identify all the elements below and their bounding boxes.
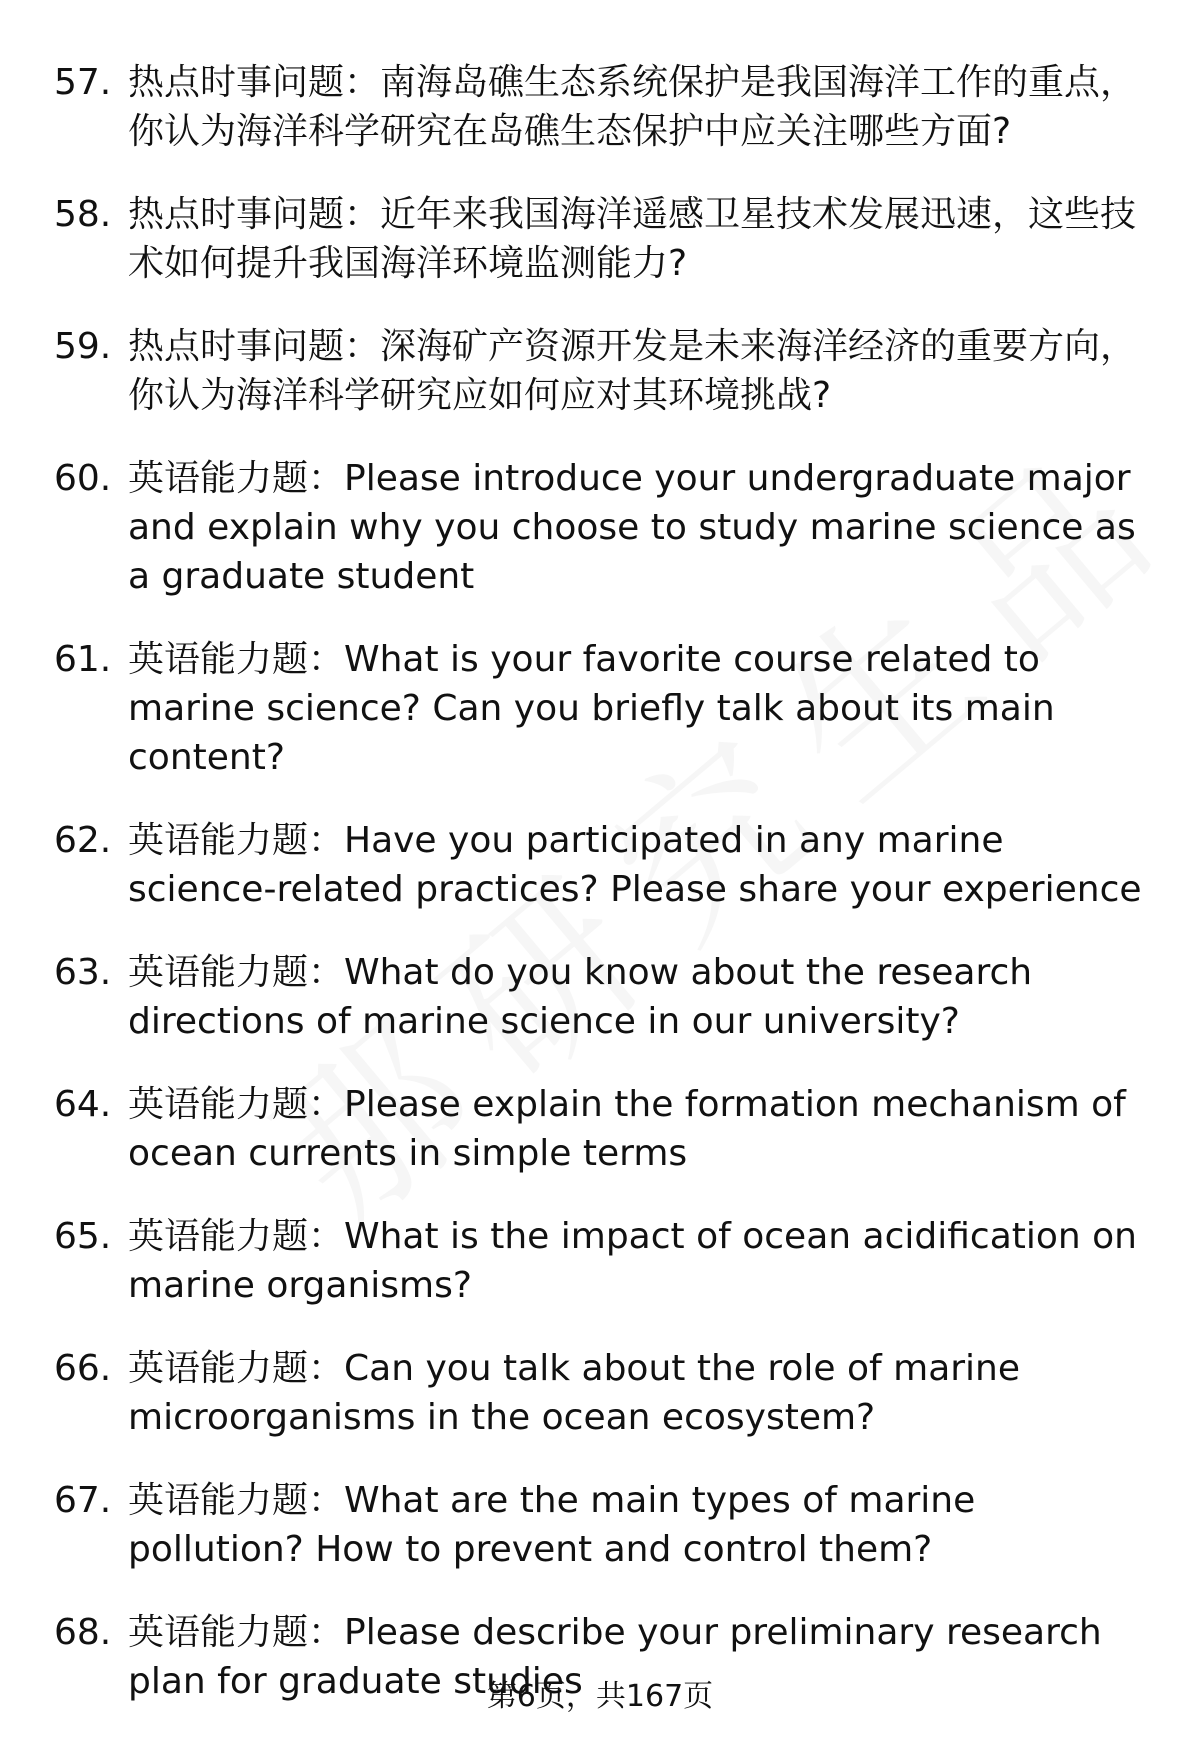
list-item	[54, 1212, 1160, 1310]
question-text: 热点时事问题：深海矿产资源开发是未来海洋经济的重要方向，你认为海洋科学研究应如何应对其环境挑战?	[128, 326, 1137, 416]
question-list	[54, 58, 1160, 1706]
question-number: 67.	[54, 1480, 112, 1521]
question-number: 61.	[54, 639, 112, 680]
list-item	[54, 635, 1160, 782]
list-item	[54, 322, 1160, 420]
question-text: 英语能力题：What are the main types of marine pollution? How to prevent and control them?	[128, 1480, 976, 1570]
question-text: 英语能力题：Have you participated in any marine science-related practices? Please share your experience	[128, 820, 1142, 910]
list-item	[54, 58, 1160, 156]
question-text: 英语能力题：Please introduce your undergraduate major and explain why you choose to study marine science as a graduate student	[128, 458, 1136, 597]
question-text: 热点时事问题：南海岛礁生态系统保护是我国海洋工作的重点，你认为海洋科学研究在岛礁生态保护中应关注哪些方面?	[128, 62, 1137, 152]
question-number: 60.	[54, 458, 112, 499]
question-number: 66.	[54, 1348, 112, 1389]
list-item	[54, 1476, 1160, 1574]
question-number: 64.	[54, 1084, 112, 1125]
list-item	[54, 1080, 1160, 1178]
question-number: 63.	[54, 952, 112, 993]
question-text: 英语能力题：Please describe your preliminary research plan for graduate studies	[128, 1612, 1102, 1702]
question-text: 英语能力题：What is the impact of ocean acidification on marine organisms?	[128, 1216, 1138, 1306]
question-text: 英语能力题：What do you know about the research directions of marine science in our university?	[128, 952, 1033, 1042]
list-item	[54, 1344, 1160, 1442]
question-number: 58.	[54, 194, 112, 235]
list-item	[54, 190, 1160, 288]
page-footer: 第6页，共167页	[486, 1679, 714, 1714]
question-number: 57.	[54, 62, 112, 103]
question-number: 59.	[54, 326, 112, 367]
question-text: 英语能力题：Please explain the formation mechanism of ocean currents in simple terms	[128, 1084, 1126, 1174]
list-item	[54, 948, 1160, 1046]
question-number: 62.	[54, 820, 112, 861]
question-text: 英语能力题：What is your favorite course related to marine science? Can you briefly talk about its main content?	[128, 639, 1055, 778]
list-item	[54, 454, 1160, 601]
question-text: 英语能力题：Can you talk about the role of marine microorganisms in the ocean ecosystem?	[128, 1348, 1021, 1438]
question-text: 热点时事问题：近年来我国海洋遥感卫星技术发展迅速，这些技术如何提升我国海洋环境监测能力?	[128, 194, 1137, 284]
question-number: 65.	[54, 1216, 112, 1257]
question-number: 68.	[54, 1612, 112, 1653]
list-item	[54, 816, 1160, 914]
